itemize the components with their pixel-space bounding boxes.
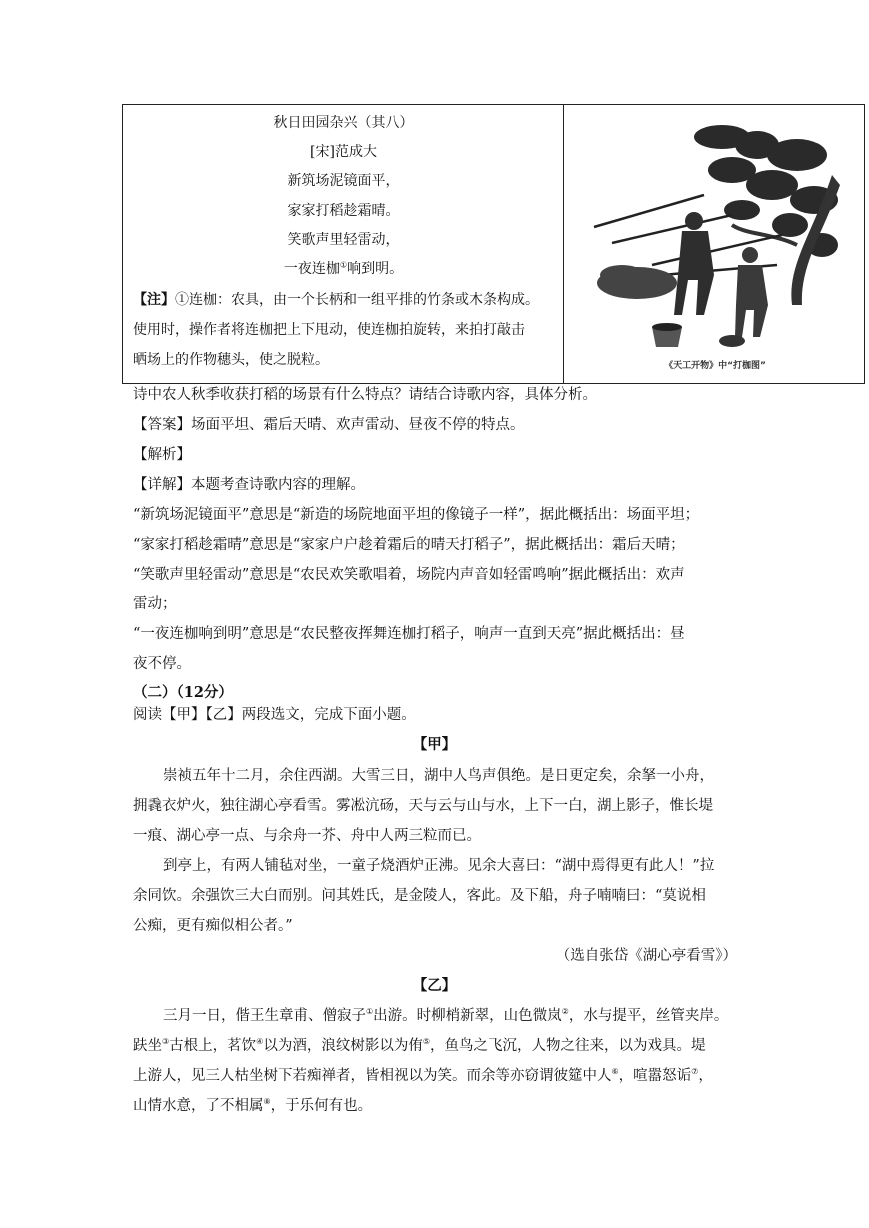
poem-cell [123, 105, 564, 383]
passage-yi-title: 【乙】 [412, 977, 457, 994]
yi-line-4: 山情水意，了不相属⑧，于乐何有也。 [133, 1097, 373, 1114]
jia-line-6: 公痴，更有痴似相公者。” [133, 918, 293, 934]
farmer-figure-2 [735, 247, 768, 337]
jia-line-1: 崇祯五年十二月，余住西湖。大雪三日，湖中人鸟声俱绝。是日更定矣，余拏一小舟， [163, 768, 714, 784]
jia-line-3: 一痕、湖心亭一点、与余舟一芥、舟中人两三粒而已。 [133, 828, 481, 844]
detail-line-6: 夜不停。 [133, 656, 191, 672]
section-heading: （二）（12分） [133, 684, 233, 701]
poem-note-3: 晒场上的作物穗头，使之脱粒。 [133, 352, 329, 368]
poem-line-1: 新筑场泥镜面平， [287, 173, 400, 189]
poem-title: 秋日田园杂兴（其八） [273, 115, 414, 131]
detail-line-5: “一夜连枷响到明”意思是“农民整夜挥舞连枷打稻子，响声一直到天亮”据此概括出：昼 [133, 626, 685, 642]
footnote-mark: ① [339, 260, 348, 270]
question-text: 诗中农人秋季收获打稻的场景有什么特点？请结合诗歌内容，具体分析。 [133, 387, 597, 403]
illustration-caption: 《天工开物》中“打枷图” [664, 361, 766, 371]
detail-line-1: “新筑场泥镜面平”意思是“新造的场院地面平坦的像镜子一样”，据此概括出：场面平坦； [133, 507, 700, 523]
poem-author: [宋]范成大 [310, 144, 377, 160]
poem-note-1: 【注】①连枷：农具，由一个长柄和一组平排的竹条或木条构成。 [133, 292, 539, 308]
jia-source: （选自张岱《湖心亭看雪》） [555, 948, 737, 964]
poem-note-2: 使用时，操作者将连枷把上下甩动，使连枷拍旋转，来拍打敲击 [133, 322, 525, 338]
yi-line-2: 趺坐③古根上，茗饮④以为酒，浪纹树影以为侑⑤，鱼鸟之飞沉，人物之往来，以为戏具。堤 [133, 1037, 706, 1054]
detail-label: 【详解】本题考查诗歌内容的理解。 [133, 477, 365, 493]
jia-line-4: 到亭上，有两人铺毡对坐，一童子烧酒炉正沸。见余大喜曰：“湖中焉得更有此人！”拉 [163, 858, 715, 874]
passage-jia-title: 【甲】 [412, 736, 457, 753]
detail-line-4: 雷动； [133, 596, 177, 612]
grain-pile [597, 265, 677, 299]
poem-line-2: 家家打稻趁霜晴。 [287, 203, 400, 219]
section-instruction: 阅读【甲】【乙】两段选文，完成下面小题。 [133, 707, 416, 723]
poem-table [122, 104, 865, 384]
poem-line-4: 一夜连枷①响到明。 [283, 260, 404, 277]
analysis-label: 【解析】 [133, 447, 191, 463]
poem-line-3: 笑歌声里轻雷动， [287, 232, 400, 248]
threshing-illustration [582, 115, 848, 377]
yi-line-3: 上游人，见三人枯坐树下若痴禅者，皆相视以为笑。而余等亦窃谓彼筵中人⑥，喧嚣怒诟⑦， [133, 1067, 713, 1084]
yi-line-1: 三月一日，偕王生章甫、僧寂子①出游。时柳梢新翠，山色微岚②，水与提平，丝管夹岸。 [163, 1007, 729, 1024]
illustration-cell [564, 105, 864, 383]
detail-line-3: “笑歌声里轻雷动”意思是“农民欢笑歌唱着，场院内声音如轻雷鸣响”据此概括出：欢声 [133, 567, 685, 583]
answer-text: 【答案】场面平坦、霜后天晴、欢声雷动、昼夜不停的特点。 [133, 417, 525, 433]
jia-line-2: 拥毳衣炉火，独往湖心亭看雪。雾凇沆砀，天与云与山与水，上下一白，湖上影子，惟长堤 [133, 798, 713, 814]
detail-line-2: “家家打稻趁霜晴”意思是“家家户户趁着霜后的晴天打稻子”，据此概括出：霜后天晴； [133, 537, 685, 553]
jia-line-5: 余同饮。余强饮三大白而别。问其姓氏，是金陵人，客此。及下船，舟子喃喃曰：“莫说相 [133, 888, 706, 904]
basket-and-tray [652, 323, 745, 347]
